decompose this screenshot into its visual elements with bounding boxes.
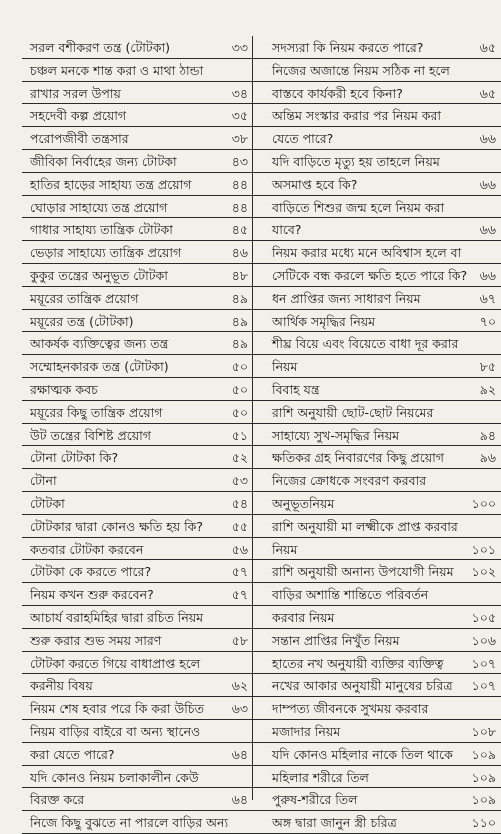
toc-entry-page-number: ১০২ [471, 564, 496, 580]
toc-entry-title: দাম্পত্য জীবনকে সুখময় করবার [272, 701, 429, 717]
toc-entry [252, 674, 501, 697]
toc-entry [0, 59, 252, 82]
toc-entry [0, 629, 252, 652]
toc-entry-page-number: ৯২ [479, 382, 496, 397]
toc-entry [252, 629, 501, 652]
toc-entry-title: টোটকা [30, 496, 65, 511]
toc-entry-title: টোনা [30, 473, 57, 489]
toc-entry-title: ক্ষতিকর গ্রহ নিবারণের কিছু প্রয়োগ [272, 450, 444, 466]
toc-entry-page-number: ৪৪ [231, 199, 248, 215]
toc-entry [0, 492, 252, 515]
toc-entry-page-number [456, 196, 496, 219]
toc-entry-page-number [456, 583, 496, 606]
toc-entry-page-number [456, 241, 496, 264]
toc-entry-page-number [456, 515, 496, 538]
toc-entry-title: নিজে কিছু বুঝতে না পারলে বাড়ির অন্য [30, 815, 229, 831]
toc-entry-title: নিজের ক্রোধকে সংবরণ করবার [272, 473, 427, 489]
toc-entry [0, 469, 252, 492]
toc-entry-title: অঙ্গ দ্বারা জানুন স্ত্রী চরিত্র [272, 815, 397, 831]
toc-entry-title: কতবার টোটকা করবেন [30, 541, 144, 557]
toc-entry [252, 720, 501, 743]
toc-entry-title: হাতির হাড়ের সাহায্য তন্ত্র প্রয়োগ [30, 176, 192, 192]
toc-entry-title: রক্ষাত্মক কবচ [30, 382, 98, 397]
toc-entry-page-number: ৫০ [231, 359, 248, 375]
toc-entry-title: রাশি অনুযায়ী ছোট-ছোট নিয়মের [272, 404, 434, 420]
toc-entry [252, 583, 501, 606]
toc-entry-title: কুকুর তন্ত্রের অনুভূত টোটকা [30, 268, 168, 283]
toc-entry-page-number: ৪৩ [231, 154, 248, 169]
toc-entry-page-number: ৮৫ [479, 359, 496, 375]
toc-entry-title: বাড়ির অশান্তি শান্তিতে পরিবর্তন [272, 587, 429, 603]
toc-entry-title: নিয়ম [272, 359, 298, 375]
toc-entry-title: রাশি অনুযায়ী মা লক্ষ্মীকে প্রাপ্ত করবার [272, 518, 458, 534]
toc-entry-title: নিয়ম শেষ হবার পরে কি করা উচিত [30, 701, 204, 717]
toc-entry [0, 310, 252, 333]
toc-entry [0, 446, 252, 469]
toc-entry-title: সেটিকে বন্ধ করলে ক্ষতি হতে পারে কি? [272, 268, 468, 283]
toc-entry-title: নিয়ম বাড়ির বাইরে বা অন্য স্থানেও [30, 724, 201, 739]
toc-entry-page-number [456, 150, 496, 173]
toc-entry [0, 743, 252, 766]
toc-entry-page-number [456, 332, 496, 355]
toc-entry [0, 332, 252, 355]
toc-entry [252, 446, 501, 469]
toc-entry-title: যদি বাড়িতে মৃত্যু হয় তাহলে নিয়ম [272, 154, 440, 169]
toc-entry-title: টোটকার দ্বারা কোনও ক্ষতি হয় কি? [30, 518, 204, 534]
toc-entry [0, 560, 252, 583]
toc-entry [0, 150, 252, 173]
toc-entry-title: শুরু করার শুভ সময় সারণ [30, 632, 162, 648]
toc-entry-title: উট তন্ত্রের বিশিষ্ট প্রয়োগ [30, 427, 151, 443]
toc-entry [0, 674, 252, 697]
toc-entry-page-number: ৬৬ [479, 131, 496, 147]
toc-entry-page-number: ৩৫ [231, 108, 248, 124]
toc-entry-title: রাখার সরল উপায় [30, 85, 121, 101]
toc-entry-title: নিয়ম [272, 541, 298, 557]
toc-entry-title: সদস্যরা কি নিয়ম করতে পারে? [272, 40, 424, 55]
toc-entry-page-number: ৩৪ [231, 85, 248, 101]
toc-entry [252, 127, 501, 150]
toc-entry [252, 196, 501, 219]
toc-entry-title: যাবে? [272, 222, 302, 238]
toc-entry-title: আকর্ষক ব্যক্তিত্বের জন্য তন্ত্র [30, 336, 169, 352]
toc-entry-page-number: ৪৯ [231, 313, 248, 329]
toc-entry [0, 264, 252, 287]
toc-entry-page-number: ৬৫ [479, 40, 496, 55]
toc-entry-title: মহিলার শরীরে তিল [272, 769, 369, 785]
toc-entry [252, 766, 501, 789]
toc-entry-title: বিরক্ত করে [30, 792, 85, 808]
toc-entry-title: যেতে পারে? [272, 131, 334, 147]
toc-entry-page-number: ১০০ [471, 496, 496, 511]
toc-entry-title: ভেড়ার সাহায্যে তান্ত্রিক প্রয়োগ [30, 245, 182, 261]
toc-entry-page-number: ১০১ [471, 541, 496, 557]
toc-entry [252, 218, 501, 241]
toc-entry-title: সন্তান প্রাপ্তির নিখুঁত নিয়ম [272, 632, 400, 648]
toc-entry-title: করনীয় বিষয় [30, 678, 93, 694]
toc-entry [252, 606, 501, 629]
toc-entry [252, 424, 501, 447]
toc-entry [252, 104, 501, 127]
toc-entry-title: নিজের অজান্তে নিয়ম সঠিক না হলে [272, 62, 450, 78]
toc-entry-title: যদি কোনও মহিলার নাকে তিল থাকে [272, 746, 453, 762]
toc-entry-page-number: ৫০ [231, 382, 248, 397]
toc-entry-page-number [208, 652, 248, 675]
toc-entry-title: চঞ্চল মনকে শান্ত করা ও মাথা ঠান্ডা [30, 62, 204, 78]
toc-entry-page-number: ৫৮ [231, 632, 248, 648]
toc-entry-title: যদি কোনও নিয়ম চলাকালীন কেউ [30, 769, 199, 785]
toc-entry-page-number: ১০৭ [471, 678, 496, 694]
toc-entry-title: টোটকা কে করতে পারে? [30, 564, 152, 580]
toc-entry [252, 287, 501, 310]
toc-entry-title: বাস্তবে কার্যকরী হবে কিনা? [272, 85, 403, 101]
toc-entry [0, 173, 252, 196]
toc-entry-title: অসমাপ্ত হবে কি? [272, 176, 358, 192]
toc-entry [0, 127, 252, 150]
toc-entry [0, 811, 252, 834]
toc-entry-title: পরোপজীবী তন্ত্রসার [30, 131, 129, 147]
toc-entry-title: ময়ূরের কিছু তান্ত্রিক প্রয়োগ [30, 404, 163, 420]
toc-entry-page-number: ৫১ [231, 427, 248, 443]
toc-entry-title: ময়ূরের তন্ত্র (টোটকা) [30, 313, 134, 329]
toc-entry-page-number: ৬৬ [479, 268, 496, 283]
toc-entry-title: নিয়ম কখন শুরু করবেন? [30, 587, 154, 603]
toc-entry-page-number [208, 606, 248, 629]
toc-entry-page-number [208, 720, 248, 743]
toc-entry-page-number: ১০৯ [471, 769, 496, 785]
toc-entry-page-number: ১০৫ [471, 610, 496, 625]
toc-entry [252, 652, 501, 675]
toc-entry-page-number: ৯৬ [479, 450, 496, 466]
toc-entry [252, 401, 501, 424]
toc-entry [0, 104, 252, 127]
toc-entry [252, 82, 501, 105]
toc-entry [252, 469, 501, 492]
toc-entry [0, 241, 252, 264]
toc-entry-page-number: ৬৪ [231, 746, 248, 762]
toc-entry-title: ঘোড়ার সাহায্যে তন্ত্র প্রয়োগ [30, 199, 168, 215]
toc-entry [252, 59, 501, 82]
toc-entry-page-number: ৯৪ [479, 427, 496, 443]
toc-entry-title: টোনা টোটকা কি? [30, 450, 119, 466]
toc-entry [252, 560, 501, 583]
toc-entry-title: নিয়ম করার মধ্যে মনে অবিশ্বাস হলে বা [272, 245, 462, 261]
toc-entry [252, 332, 501, 355]
toc-entry-page-number: ৪৮ [231, 268, 248, 283]
toc-entry [252, 310, 501, 333]
toc-entry-page-number: ৫৪ [231, 496, 248, 511]
toc-entry-title: টোটকা করতে গিয়ে বাধাপ্রাপ্ত হলে [30, 655, 201, 671]
toc-entry-title: শীঘ্র বিয়ে এবং বিয়েতে বাধা দূর করার [272, 336, 459, 352]
toc-entry-page-number: ৬৬ [479, 222, 496, 238]
toc-entry-page-number: ১০৯ [471, 746, 496, 762]
toc-entry-title: অনুভূতনিয়ম [272, 496, 335, 511]
toc-entry-title: বিবাহ যন্ত্র [272, 382, 320, 397]
toc-entry-title: মজাদার নিয়ম [272, 724, 341, 739]
toc-entry [252, 515, 501, 538]
toc-entry-page-number: ৫৭ [231, 587, 248, 603]
toc-entry-page-number: ৩৩ [231, 40, 248, 55]
toc-entry-page-number: ৬৪ [231, 792, 248, 808]
toc-entry-page-number: ৬২ [231, 678, 248, 694]
toc-entry-title: পুরুষ-শরীরে তিল [272, 792, 358, 808]
toc-entry-page-number: ৪৯ [231, 290, 248, 306]
toc-entry-page-number: ৪৫ [231, 222, 248, 238]
toc-entry [0, 401, 252, 424]
toc-entry-page-number: ১০৮ [471, 724, 496, 739]
toc-entry-page-number [456, 697, 496, 720]
toc-entry [252, 492, 501, 515]
toc-entry [252, 173, 501, 196]
toc-entry-page-number: ১০৯ [471, 792, 496, 808]
toc-entry [0, 720, 252, 743]
toc-entry [252, 264, 501, 287]
toc-entry [0, 378, 252, 401]
toc-entry [252, 36, 501, 59]
toc-entry-page-number: ৫০ [231, 404, 248, 420]
toc-entry [252, 697, 501, 720]
toc-entry-title: আর্থিক সমৃদ্ধির নিয়ম [272, 313, 376, 329]
toc-entry-page-number: ৬৩ [231, 701, 248, 717]
toc-entry-title: সহদেবী কল্প প্রয়োগ [30, 108, 127, 124]
toc-entry-page-number: ৩৮ [231, 131, 248, 147]
toc-entry-page-number [456, 469, 496, 492]
toc-entry-page-number [208, 766, 248, 789]
toc-entry [252, 743, 501, 766]
toc-entry [0, 196, 252, 219]
toc-entry [252, 241, 501, 264]
toc-entry-title: সম্মোহনকারক তন্ত্র (টোটকা) [30, 359, 169, 375]
toc-entry-page-number: ৫৭ [231, 564, 248, 580]
toc-entry [252, 150, 501, 173]
toc-entry [0, 515, 252, 538]
toc-entry [0, 606, 252, 629]
toc-entry-page-number: ৫৫ [231, 518, 248, 534]
toc-entry [252, 378, 501, 401]
toc-entry-page-number: ১১০ [471, 815, 496, 831]
toc-entry-page-number: ১০৭ [471, 655, 496, 671]
toc-entry-title: রাশি অনুযায়ী অনান্য উপযোগী নিয়ম [272, 564, 454, 580]
toc-entry-page-number: ৪৯ [231, 336, 248, 352]
toc-entry-page-number [456, 104, 496, 127]
toc-entry-title: বাড়িতে শিশুর জন্ম হলে নিয়ম করা [272, 199, 445, 215]
toc-entry [0, 287, 252, 310]
toc-entry-title: করবার নিয়ম [272, 610, 335, 625]
toc-entry-title: হাতের নখ অনুযায়ী ব্যক্তির ব্যক্তিত্ব [272, 655, 444, 671]
toc-entry [0, 82, 252, 105]
toc-entry-page-number [456, 59, 496, 82]
toc-entry-title: জীবিকা নির্বাহের জন্য টোটকা [30, 154, 177, 169]
toc-entry-page-number: ৬৭ [479, 290, 496, 306]
toc-entry-page-number: ৬৫ [479, 85, 496, 101]
toc-entry [0, 355, 252, 378]
toc-entry [0, 538, 252, 561]
toc-entry-title: অন্তিম সংস্কার করার পর নিয়ম করা [272, 108, 442, 124]
toc-entry-page-number: ৪৪ [231, 176, 248, 192]
toc-entry-title: সরল বশীকরণ তন্ত্র (টোটকা) [30, 40, 170, 55]
toc-entry-title: করা যেতে পারে? [30, 746, 115, 762]
toc-entry [0, 424, 252, 447]
toc-entry-page-number [208, 811, 248, 834]
toc-entry-page-number: ৪৬ [231, 245, 248, 261]
toc-entry [0, 218, 252, 241]
toc-entry-page-number [208, 59, 248, 82]
toc-entry [0, 697, 252, 720]
toc-entry-page-number: ৫২ [231, 450, 248, 466]
toc-entry-title: আচার্য বরাহমিহির দ্বারা রচিত নিয়ম [30, 610, 204, 625]
toc-entry [0, 583, 252, 606]
toc-entry-page-number: ৫৬ [231, 541, 248, 557]
toc-entry [0, 766, 252, 789]
toc-entry-page-number [456, 401, 496, 424]
toc-entry [252, 811, 501, 834]
toc-entry-title: নখের আকার অনুযায়ী মানুষের চরিত্র [272, 678, 453, 694]
toc-entry [252, 355, 501, 378]
toc-entry-title: ময়ূরের তান্ত্রিক প্রয়োগ [30, 290, 139, 306]
toc-entry-page-number: ৭০ [479, 313, 496, 329]
toc-entry-title: গাধার সাহায্য তান্ত্রিক টোটকা [30, 222, 173, 238]
toc-entry-page-number: ১০৬ [471, 632, 496, 648]
toc-entry-page-number: ৫৩ [231, 473, 248, 489]
toc-entry-title: সাহায্যে সুখ-সমৃদ্ধির নিয়ম [272, 427, 400, 443]
toc-entry [252, 538, 501, 561]
toc-entry-page-number: ৬৬ [479, 176, 496, 192]
toc-entry [0, 652, 252, 675]
toc-entry-title: ধন প্রাপ্তির জন্য সাধারণ নিয়ম [272, 290, 421, 306]
toc-entry [0, 36, 252, 59]
